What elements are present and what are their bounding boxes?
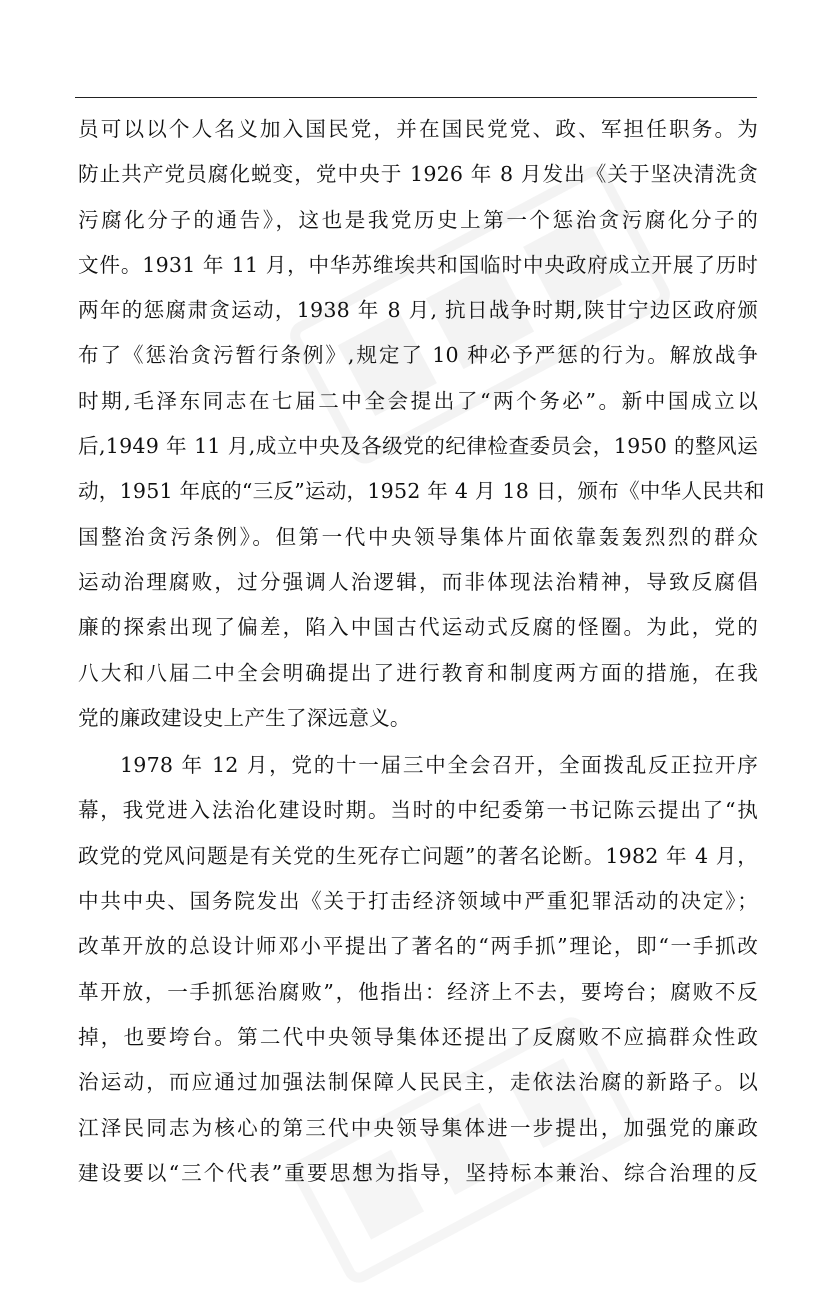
text-line: 党的廉政建设史上产生了深远意义。 <box>78 705 411 730</box>
text-line: 江泽民同志为核心的第三代中央领导集体进一步提出，加强党的廉政 <box>78 1115 758 1140</box>
text-line: 幕，我党进入法治化建设时期。当时的中纪委第一书记陈云提出了“执 <box>78 798 758 823</box>
paragraph-2 <box>78 743 758 1196</box>
text-line: 运动治理腐败，过分强调人治逻辑，而非体现法治精神，导致反腐倡 <box>78 569 758 594</box>
text-line: 革开放，一手抓惩治腐败”，他指出：经济上不去，要垮台；腐败不反 <box>78 979 758 1004</box>
text-line: 污腐化分子的通告》，这也是我党历史上第一个惩治贪污腐化分子的 <box>78 207 758 232</box>
text-line: 文件。1931 年 11 月，中华苏维埃共和国临时中央政府成立开展了历时 <box>78 252 758 277</box>
text-line: 治运动，而应通过加强法制保障人民民主，走依法治腐的新路子。以 <box>78 1070 758 1095</box>
text-line: 改革开放的总设计师邓小平提出了著名的“两手抓”理论，即“一手抓改 <box>78 934 758 959</box>
paragraph-1 <box>78 107 765 741</box>
text-line: 防止共产党员腐化蜕变，党中央于 1926 年 8 月发出《关于坚决清洗贪 <box>78 162 758 187</box>
text-line: 建设要以“三个代表”重要思想为指导，坚持标本兼治、综合治理的反 <box>78 1160 758 1185</box>
text-line: 廉的探索出现了偏差，陷入中国古代运动式反腐的怪圈。为此，党的 <box>78 615 758 640</box>
text-line: 中共中央、国务院发出《关于打击经济领域中严重犯罪活动的决定》； <box>78 889 758 914</box>
text-line: 掉，也要垮台。第二代中央领导集体还提出了反腐败不应搞群众性政 <box>78 1024 758 1049</box>
text-line: 政党的党风问题是有关党的生死存亡问题”的著名论断。1982 年 4 月， <box>78 843 758 868</box>
text-line: 时期,毛泽东同志在七届二中全会提出了“两个务必”。新中国成立以 <box>78 388 758 413</box>
text-line: 两年的惩腐肃贪运动，1938 年 8 月, 抗日战争时期,陕甘宁边区政府颁 <box>78 298 758 323</box>
text-line: 员可以以个人名义加入国民党，并在国民党党、政、军担任职务。为 <box>78 117 758 141</box>
text-line: 布了《惩治贪污暂行条例》,规定了 10 种必予严惩的行为。解放战争 <box>78 343 758 368</box>
text-line: 动，1951 年底的“三反”运动，1952 年 4 月 18 日，颁布《中华人民共和 <box>78 479 765 504</box>
body-text <box>78 107 765 1196</box>
text-line: 1978 年 12 月，党的十一届三中全会召开，全面拨乱反正拉开序 <box>120 753 758 778</box>
text-line: 八大和八届二中全会明确提出了进行教育和制度两方面的措施，在我 <box>78 660 758 685</box>
text-line: 国整治贪污条例》。但第一代中央领导集体片面依靠轰轰烈烈的群众 <box>78 524 758 549</box>
header-rule <box>75 97 757 98</box>
text-line: 后,1949 年 11 月,成立中央及各级党的纪律检查委员会，1950 的整风运 <box>78 434 758 459</box>
